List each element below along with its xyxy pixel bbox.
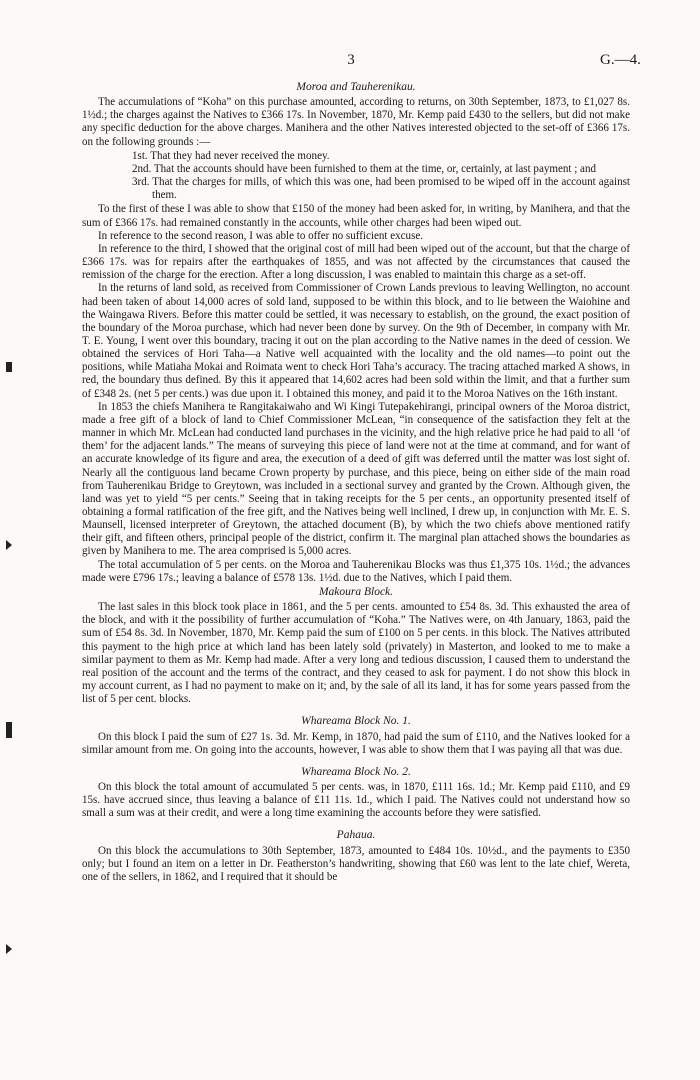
paragraph: On this block the total amount of accumulated 5 per cents. was, in 1870, £111 16s. 1d.; Mr. Kemp paid £110, and £9 15s. have accrued since, thus leaving a balance of £11 11s. 1d., which I paid. The Natives could not understand how so small a sum was at their credit, and were a long time examining the accounts before they were satisfied.: [82, 780, 630, 820]
paragraph: The total accumulation of 5 per cents. on the Moroa and Tauherenikau Blocks was thus £1,375 10s. 1½d.; the advances made were £796 17s.; leaving a balance of £578 13s. 1½d. due to the Natives, which I paid them.: [82, 558, 630, 584]
grounds-list: [82, 150, 630, 203]
margin-bar-mark: [6, 722, 12, 738]
document-code: G.—4.: [600, 52, 641, 68]
list-item: 2nd. That the accounts should have been furnished to them at the time, or, certainly, at last payment ; and: [132, 162, 597, 175]
section-heading: Whareama Block No. 2.: [301, 765, 411, 778]
section-heading: Moroa and Tauherenikau.: [296, 81, 416, 93]
margin-arrow-mark: [6, 944, 12, 954]
section-heading: Whareama Block No. 1.: [301, 715, 411, 728]
list-item: 1st. That they had never received the money.: [132, 149, 330, 162]
section-heading: Pahaua.: [336, 829, 376, 842]
page-number: 3: [347, 52, 355, 68]
margin-bar-mark: [6, 362, 12, 372]
paragraph: In 1853 the chiefs Manihera te Rangitakaiwaho and Wi Kingi Tutepakehirangi, principal owners of the Moroa district, made a free gift of a block of land to Chief Commissioner McLean, “in consequence of the satisfaction they felt at the manner in which Mr. McLean had conducted land purchases in the vicinity, and the high relative price he had paid to all ‘of them’ for the adjacent lands.” The means of surveying this piece of land were not at the time at command, and for want of an accurate knowledge of its figure and area, the execution of a deed of gift was deferred until the matter was lost sight of. Nearly all the contiguous land became Crown property by purchase, and this piece, being on either side of the main road from Tauherenikau Bridge to Greytown, was included in a sectional survey and granted by the Crown. Although given, the land was yet to yield “5 per cents.” Seeing that in taking receipts for the 5 per cents., an opportunity presented itself of obtaining a formal ratification of the free gift, and the Natives being well inclined, I drew up, in conjunction with Mr. E. S. Maunsell, licensed interpreter of Greytown, the attached document (B), by which the two chiefs above mentioned ratify their gift, and fifteen others, principal people of the district, confirm it. The marginal plan attached shows the boundaries as given by Manihera to me. The area comprised is 5,000 acres.: [82, 400, 630, 558]
paragraph: The accumulations of “Koha” on this purchase amounted, according to returns, on 30th September, 1873, to £1,027 8s. 1½d.; the charges against the Natives to £366 17s. In November, 1870, Mr. Kemp paid £430 to the sellers, but did not make any specific deduction for the above charges. Manihera and the other Natives interested objected to the set-off of £366 17s. on the following grounds :—: [82, 96, 630, 148]
document-body: [82, 80, 630, 884]
paragraph: In reference to the third, I showed that the original cost of mill had been wiped out of the account, but that the charge of £366 17s. was for repairs after the earthquakes of 1855, and was not affected by the circumstances that caused the remission of the charge for the erection. After a long discussion, I was enabled to maintain this charge as a set-off.: [82, 242, 630, 282]
paragraph: In reference to the second reason, I was able to offer no sufficient excuse.: [98, 229, 424, 242]
paragraph: On this block I paid the sum of £27 1s. 3d. Mr. Kemp, in 1870, had paid the sum of £110, and the Natives looked for a similar amount from me. On going into the accounts, however, I was able to show them that I was paying all that was due.: [82, 730, 630, 756]
paragraph: In the returns of land sold, as received from Commissioner of Crown Lands previous to leaving Wellington, no account had been taken of about 14,000 acres of sold land, supposed to be within this block, and to lie between the Waiohine and the Waingawa Rivers. Before this matter could be settled, it was necessary to establish, on the ground, the exact position of the boundary of the Moroa purchase, which had never been done by survey. On the 9th of December, in company with Mr. T. E. Young, I went over this boundary, tracing it out on the plan according to the Native names in the deed of cession. We obtained the services of Hori Taha—a Native well acquainted with the locality and the old names—to point out the positions, while Matiaha Mokai and Roimata went to check Hori Taha’s accuracy. The tracing attached marked A shows, in red, the boundary thus defined. By this it appeared that 14,602 acres had been sold within the limit, and that a further sum of £348 2s. (net 5 per cents.) was due upon it. I obtained this money, and paid it to the Moroa Natives on the 16th instant.: [82, 282, 630, 400]
paragraph: On this block the accumulations to 30th September, 1873, amounted to £484 10s. 10½d., and the payments to £350 only; but I found an item on a letter in Dr. Featherston’s handwriting, showing that £60 was lent to the late chief, Wereta, one of the sellers, in 1862, and I required that it should be: [82, 844, 630, 883]
list-item: 3rd. That the charges for mills, of which this was one, had been promised to be wiped off in the account against them.: [132, 176, 630, 202]
paragraph: To the first of these I was able to show that £150 of the money had been asked for, in writing, by Manihera, and that the sum of £366 17s. had remained constantly in the accounts, while other charges had been wiped out.: [82, 203, 630, 229]
section-heading: Makoura Block.: [318, 585, 394, 598]
paragraph: The last sales in this block took place in 1861, and the 5 per cents. amounted to £54 8s. 3d. This exhausted the area of the block, and with it the possibility of further accumulation of “Koha.” The Natives were, on 4th January, 1863, paid the sum of £54 8s. 3d. In November, 1870, Mr. Kemp paid the sum of £100 on 5 per cents. in this block. The Natives attributed this payment to the high price at which land has been lately sold (privately) in Masterton, and looked to me to make a similar payment to them as Mr. Kemp had made. After a very long and tedious discussion, I caused them to understand the real position of the account and the terms of the contract, and they ceased to ask for payment. I do not show this block in my account current, as I had no payment to make on it; and, by the sale of all its land, it has for some years passed from the list of 5 per cent. blocks.: [82, 601, 630, 706]
margin-arrow-mark: [6, 540, 12, 550]
